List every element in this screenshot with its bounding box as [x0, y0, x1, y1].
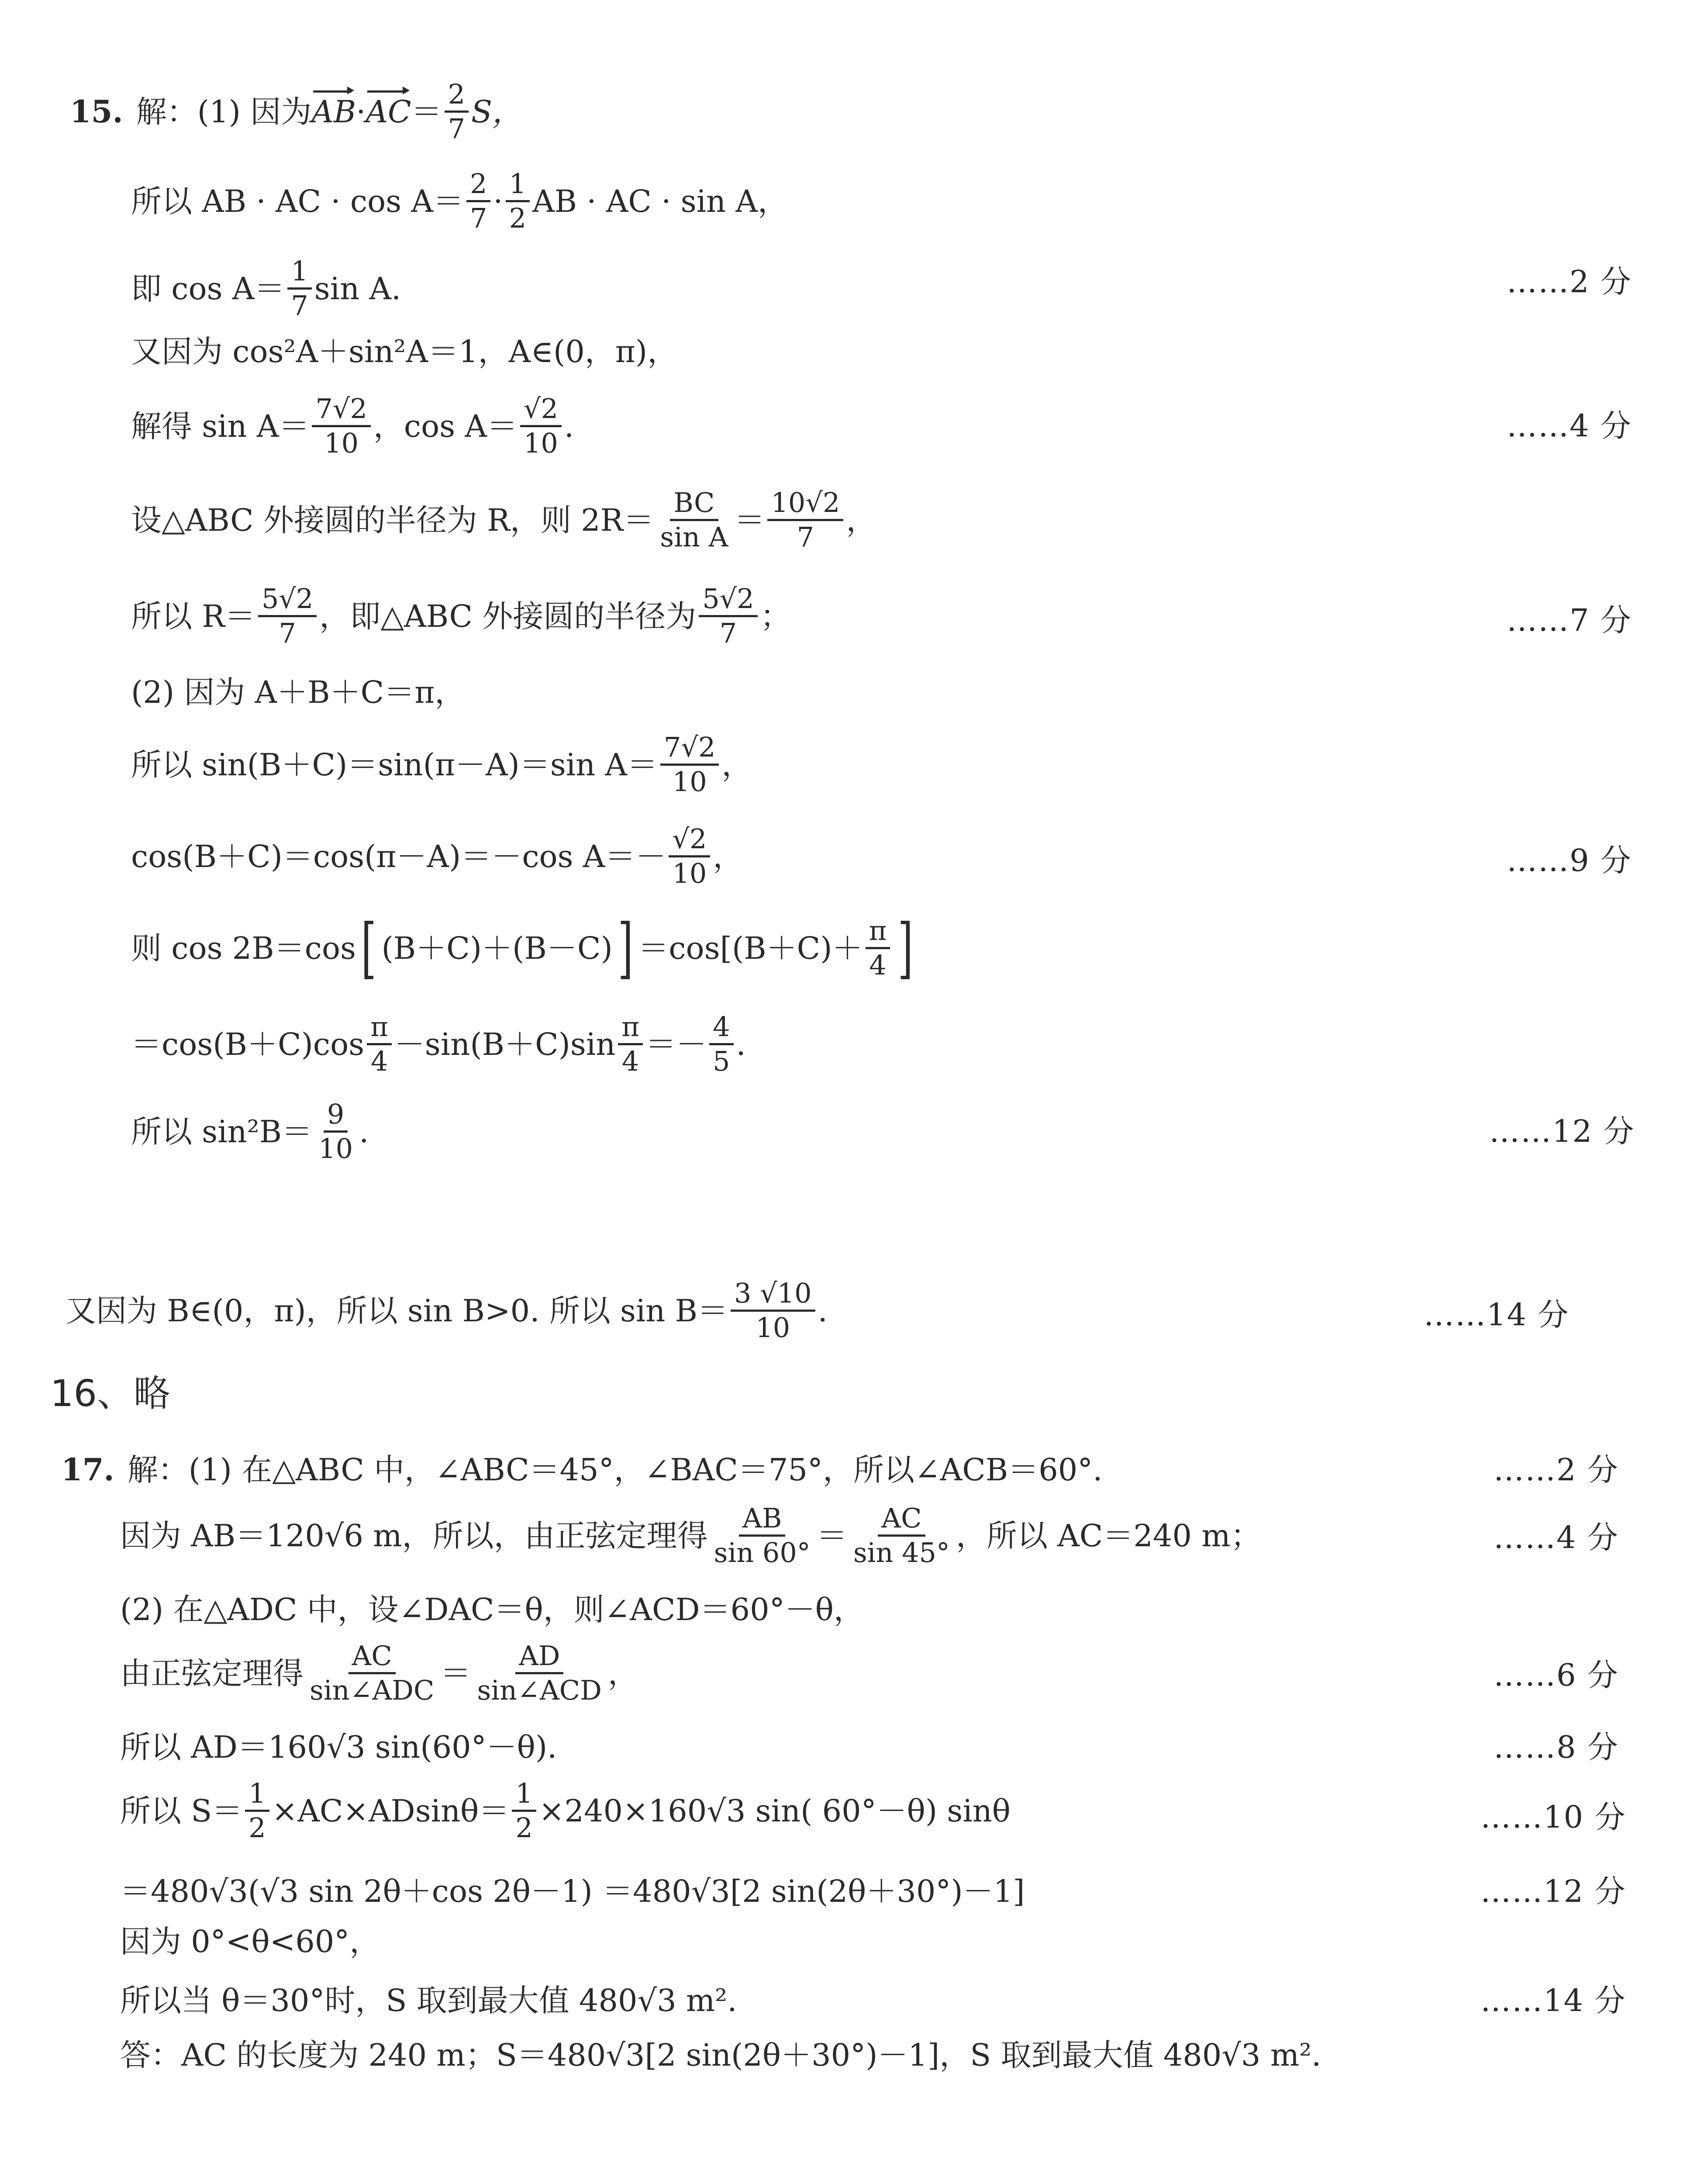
fraction: $\frac{\pi}{4}$ [618, 1013, 643, 1075]
score-mark: ……4 分 [1494, 1520, 1619, 1555]
score-mark: ……9 分 [1507, 843, 1632, 878]
fraction: $\frac{1}{2}$ [512, 1780, 536, 1842]
vector-ac: AC [366, 93, 411, 130]
fraction: $\frac{3 √10}{10}$ [731, 1280, 815, 1341]
score-mark: ……12 分 [1489, 1113, 1635, 1149]
fraction: $\frac{2}{7}$ [445, 81, 469, 142]
fraction: $\frac{10√2}{7}$ [767, 489, 843, 551]
score-mark: ……2 分 [1494, 1452, 1619, 1488]
score-mark: ……2 分 [1507, 264, 1632, 300]
fraction: $\frac{AD}{\text{sin∠ACD}}$ [477, 1640, 602, 1706]
question-number: 17. [61, 1451, 114, 1488]
score-mark: ……12 分 [1480, 1873, 1626, 1909]
score-mark: ……8 分 [1494, 1729, 1619, 1765]
fraction: $\frac{5√2}{7}$ [258, 585, 317, 647]
score-mark: ……6 分 [1494, 1657, 1619, 1693]
fraction: $\frac{2}{7}$ [466, 170, 490, 232]
fraction: $\frac{1}{2}$ [245, 1780, 269, 1842]
vector-ab: AB [311, 93, 356, 130]
score-mark: ……7 分 [1507, 602, 1632, 638]
fraction: $\frac{√2}{10}$ [669, 826, 710, 887]
fraction: $\frac{7√2}{10}$ [312, 395, 370, 457]
question-number: 15. [70, 93, 123, 130]
fraction: $\frac{BC}{\text{sin A}}$ [660, 487, 728, 553]
q16-text: 16、略 [50, 1372, 170, 1415]
fraction: $\frac{\pi}{4}$ [866, 917, 890, 979]
fraction: $\frac{5√2}{7}$ [699, 585, 757, 647]
fraction: $\frac{√2}{10}$ [520, 395, 562, 457]
score-mark: ……14 分 [1480, 1983, 1626, 2018]
fraction: $\frac{\pi}{4}$ [367, 1013, 392, 1075]
fraction: $\frac{1}{7}$ [287, 258, 311, 319]
answer-page: 15. 解：(1) 因为 AB · AC ＝ $\frac{2}{7}$ S， 所以 AB · AC · cos A＝ $\frac{2}{7}$ · $\frac{1}{2}$ AB · AC · sin A， 即 cos A＝ $\frac{1}{7}$ sin A. ……2 分 又因为 cos²A＋sin²A＝1，A∈(0，π)， 解得 sin A＝ $\frac{7√2}{10}$ ，cos A＝ $\frac{√2}{10}$ . ……4 分 设△ABC 外接圆的半径为 R，则 2R＝ $\frac{BC}{\text{sin A}}$ ＝ $\frac{10√2}{7}$ ， 所以 R＝ $\frac{5√2}{7}$ ，即△ABC 外接圆的半径为 $\frac{5√2}{7}$ ； ……7 分 (2) 因为 A＋B＋C＝π， 所以 sin(B＋C)＝sin(π－A)＝sin A＝ $\frac{7√2}{10}$ ， cos(B＋C)＝cos(π－A)＝－cos A＝－ $\frac{√2}{10}$ ， ……9 分 则 cos 2B＝cos [ (B＋C)＋(B－C) ] ＝cos [ (B＋C)＋ $\frac{\pi}{4}$ ] ＝cos(B＋C)cos $\frac{\pi}{4}$ －sin(B＋C)sin $\frac{\pi}{4}$ ＝－ $\frac{4}{5}$ . 所以 sin²B＝ $\frac{9}{10}$ . ……12 分 又因为 B∈(0，π)，所以 sin B>0. 所以 sin B＝ $\frac{3 √10}{10}$ . ……14 分 16、略 17. 解：(1) 在△ABC 中，∠ABC＝45°，∠BAC＝75°，所以∠ACB＝60°. ……2 分 因为 AB＝120√6 m，所以，由正弦定理得 $\frac{AB}{\sin 60^\circ}$ ＝ $\frac{AC}{\sin 45^\circ}$ ，所以 AC＝240 m； ……4 分 (2) 在△ADC 中，设∠DAC＝θ，则∠ACD＝60°－θ， 由正弦定理得 $\frac{AC}{\text{sin∠ADC}}$ ＝ $\frac{AD}{\text{sin∠ACD}}$ ， ……6 分 所以 AD＝160√3 sin(60°－θ). ……8 分 所以 S＝ $\frac{1}{2}$ ×AC×ADsinθ＝ $\frac{1}{2}$ ×240×160√3 sin( 60°－θ) sinθ ……10 分 ＝480√3(√3 sin 2θ＋cos 2θ－1) ＝480√3[2 sin(2θ＋30°)－1] ……12 分 因为 0°<θ<60°， 所以当 θ＝30°时，S 取到最大值 480√3 m². ……14 分 答：AC 的长度为 240 m；S＝480√3[2 sin(2θ＋30°)－1]，S 取到最大值 480√3 m². [50, 78, 1635, 2073]
score-mark: ……10 分 [1480, 1799, 1626, 1835]
fraction: $\frac{1}{2}$ [506, 170, 530, 232]
score-mark: ……14 分 [1424, 1297, 1570, 1333]
score-mark: ……4 分 [1507, 408, 1632, 444]
fraction: $\frac{9}{10}$ [318, 1098, 353, 1165]
fraction: $\frac{AC}{\text{sin∠ADC}}$ [310, 1640, 435, 1706]
fraction: $\frac{AB}{\sin 60^\circ}$ [714, 1502, 811, 1569]
fraction: $\frac{4}{5}$ [709, 1013, 733, 1075]
fraction: $\frac{7√2}{10}$ [660, 734, 719, 795]
fraction: $\frac{AC}{\sin 45^\circ}$ [853, 1502, 950, 1569]
